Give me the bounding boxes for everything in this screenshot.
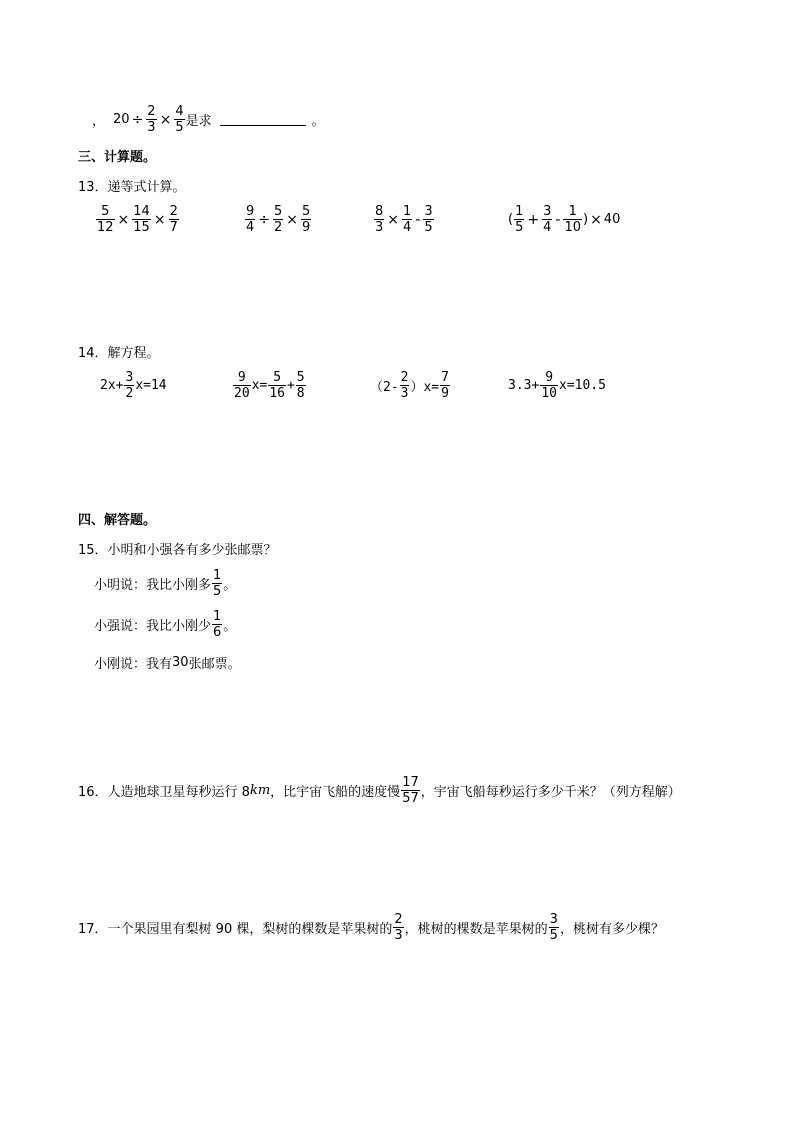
fraction: $\frac{5}{12}$ <box>97 204 114 235</box>
q15-ming-statement <box>94 568 236 599</box>
q17 <box>78 912 664 943</box>
q17-text: ，桃树有多少棵？ <box>559 922 664 937</box>
q15-gang-statement <box>94 653 241 672</box>
times-sign: × <box>153 211 166 228</box>
number: 30 <box>172 655 189 670</box>
divide-sign: ÷ <box>258 211 271 228</box>
q12-tail <box>92 104 325 135</box>
q16-text: ，比宇宙飞船的速度慢 <box>270 785 401 800</box>
q16 <box>78 775 681 806</box>
times-sign: × <box>590 211 602 228</box>
q13-label: 13．递等式计算。 <box>78 180 186 195</box>
period: 。 <box>223 578 237 593</box>
unit: km <box>249 783 271 798</box>
q13-expression-1 <box>95 204 180 235</box>
q14-equation-3 <box>370 370 451 401</box>
fraction: $\frac{5}{8}$ <box>296 370 305 401</box>
fraction: $\frac{3}{4}$ <box>543 204 552 235</box>
fraction: $\frac{9}{10}$ <box>541 370 557 401</box>
fraction: $\frac{2}{3}$ <box>147 104 156 135</box>
fraction: $\frac{2}{7}$ <box>169 204 178 235</box>
section4-title: 四、解答题。 <box>78 513 157 528</box>
eq-text: 2x+ <box>100 378 124 393</box>
fraction: $\frac{1}{6}$ <box>213 609 222 640</box>
times-sign: × <box>286 211 299 228</box>
fraction: $\frac{17}{57}$ <box>402 775 419 806</box>
q12-prefix: ， <box>92 114 106 129</box>
plus-sign: + <box>527 211 540 228</box>
minus-sign: - <box>555 211 561 228</box>
fraction: $\frac{1}{10}$ <box>564 204 581 235</box>
plus-sign: + <box>286 378 295 393</box>
divide-sign: ÷ <box>131 111 144 128</box>
eq-text: x= <box>251 378 268 393</box>
statement-text: 小强说：我比小刚少 <box>94 619 212 634</box>
fraction: $\frac{5}{2}$ <box>274 204 283 235</box>
q15-label: 15．小明和小强各有多少张邮票？ <box>78 543 277 558</box>
open-paren: ( <box>508 212 514 227</box>
answer-blank[interactable] <box>220 113 306 126</box>
q12-text: 是求 <box>185 114 212 129</box>
q14-equation-4 <box>508 370 606 401</box>
fraction: $\frac{3}{5}$ <box>549 912 558 943</box>
q17-text: 17．一个果园里有梨树 90 棵，梨树的棵数是苹果树的 <box>78 922 393 937</box>
fraction: $\frac{2}{3}$ <box>394 912 403 943</box>
times-sign: × <box>159 111 172 128</box>
q17-text: ，桃树的棵数是苹果树的 <box>404 922 548 937</box>
q13-expression-3 <box>373 204 435 235</box>
eq-text: ）x= <box>410 380 440 395</box>
q14-equation-2 <box>232 370 307 401</box>
minus-sign: - <box>415 211 421 228</box>
fraction: $\frac{9}{20}$ <box>234 370 250 401</box>
fraction: $\frac{5}{9}$ <box>302 204 311 235</box>
number: 40 <box>603 212 621 227</box>
fraction: $\frac{4}{5}$ <box>175 104 184 135</box>
fraction: $\frac{1}{4}$ <box>403 204 412 235</box>
q12-end: 。 <box>311 114 325 129</box>
eq-text: x=14 <box>135 378 167 393</box>
q15-qiang-statement <box>94 609 236 640</box>
times-sign: × <box>117 211 130 228</box>
q13-expression-4 <box>508 204 620 235</box>
fraction: $\frac{2}{3}$ <box>400 370 409 401</box>
statement-text: 张邮票。 <box>188 657 241 672</box>
fraction: $\frac{5}{16}$ <box>269 370 285 401</box>
q16-text: ，宇宙飞船每秒运行多少千米？（列方程解） <box>420 785 681 800</box>
period: 。 <box>223 619 237 634</box>
fraction: $\frac{3}{5}$ <box>424 204 433 235</box>
q16-text: 16．人造地球卫星每秒运行 8 <box>78 785 250 800</box>
times-sign: × <box>387 211 400 228</box>
fraction: $\frac{8}{3}$ <box>375 204 384 235</box>
statement-text: 小明说：我比小刚多 <box>94 578 212 593</box>
fraction: $\frac{1}{5}$ <box>515 204 524 235</box>
fraction: $\frac{1}{5}$ <box>213 568 222 599</box>
fraction: $\frac{3}{2}$ <box>125 370 134 401</box>
q12-number: 20 <box>113 112 130 127</box>
eq-text: （2- <box>370 380 399 395</box>
statement-text: 小刚说：我有 <box>94 657 173 672</box>
fraction: $\frac{14}{15}$ <box>133 204 150 235</box>
fraction: $\frac{7}{9}$ <box>441 370 449 401</box>
section3-title: 三、计算题。 <box>78 150 157 165</box>
fraction: $\frac{9}{4}$ <box>246 204 255 235</box>
q14-equation-1 <box>100 370 167 401</box>
close-paren: ) <box>582 212 589 227</box>
q14-label: 14．解方程。 <box>78 346 160 361</box>
q13-expression-2 <box>244 204 312 235</box>
eq-text: x=10.5 <box>558 378 606 393</box>
eq-text: 3.3+ <box>508 378 540 393</box>
